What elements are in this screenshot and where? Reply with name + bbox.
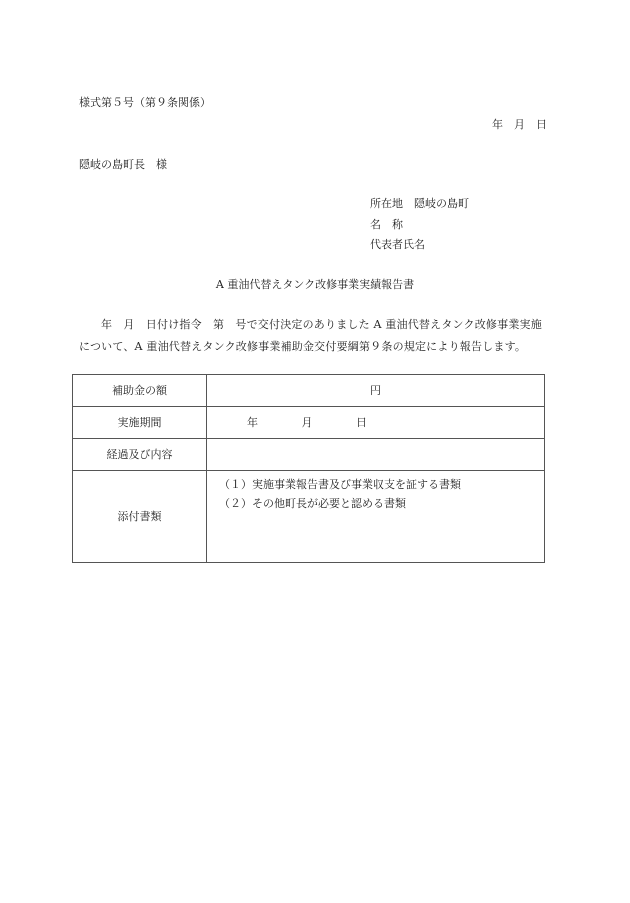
- period-field: 年 月 日: [207, 407, 545, 439]
- table-row: [73, 471, 545, 563]
- applicant-name: 名 称: [370, 218, 403, 231]
- applicant-representative: 代表者氏名: [370, 238, 425, 251]
- table-row: [73, 375, 545, 407]
- row-label: 経過及び内容: [73, 439, 207, 471]
- row-label: 実施期間: [73, 407, 207, 439]
- attached-document-item: （２）その他町長が必要と認める書類: [219, 497, 406, 510]
- body-paragraph: 年 月 日付け指令 第 号で交付決定のありました A 重油代替えタンク改修事業実施について、A 重油代替えタンク改修事業補助金交付要綱第９条の規定により報告します。: [79, 318, 542, 353]
- report-table: [72, 374, 545, 563]
- document-title: A 重油代替えタンク改修事業実績報告書: [215, 278, 415, 291]
- subsidy-amount-field: 円: [207, 375, 545, 407]
- table-row: [73, 439, 545, 471]
- table-row: [73, 407, 545, 439]
- applicant-address: 所在地 隠岐の島町: [370, 197, 469, 210]
- row-label: 補助金の額: [73, 375, 207, 407]
- form-number: 様式第５号（第９条関係）: [79, 96, 211, 109]
- addressee: 隠岐の島町長 様: [79, 158, 167, 171]
- attached-documents: [207, 471, 545, 563]
- row-label: 添付書類: [73, 471, 207, 563]
- report-date: 年 月 日: [492, 118, 547, 131]
- progress-content-field: [207, 439, 545, 471]
- attached-document-item: （１）実施事業報告書及び事業収支を証する書類: [219, 478, 461, 491]
